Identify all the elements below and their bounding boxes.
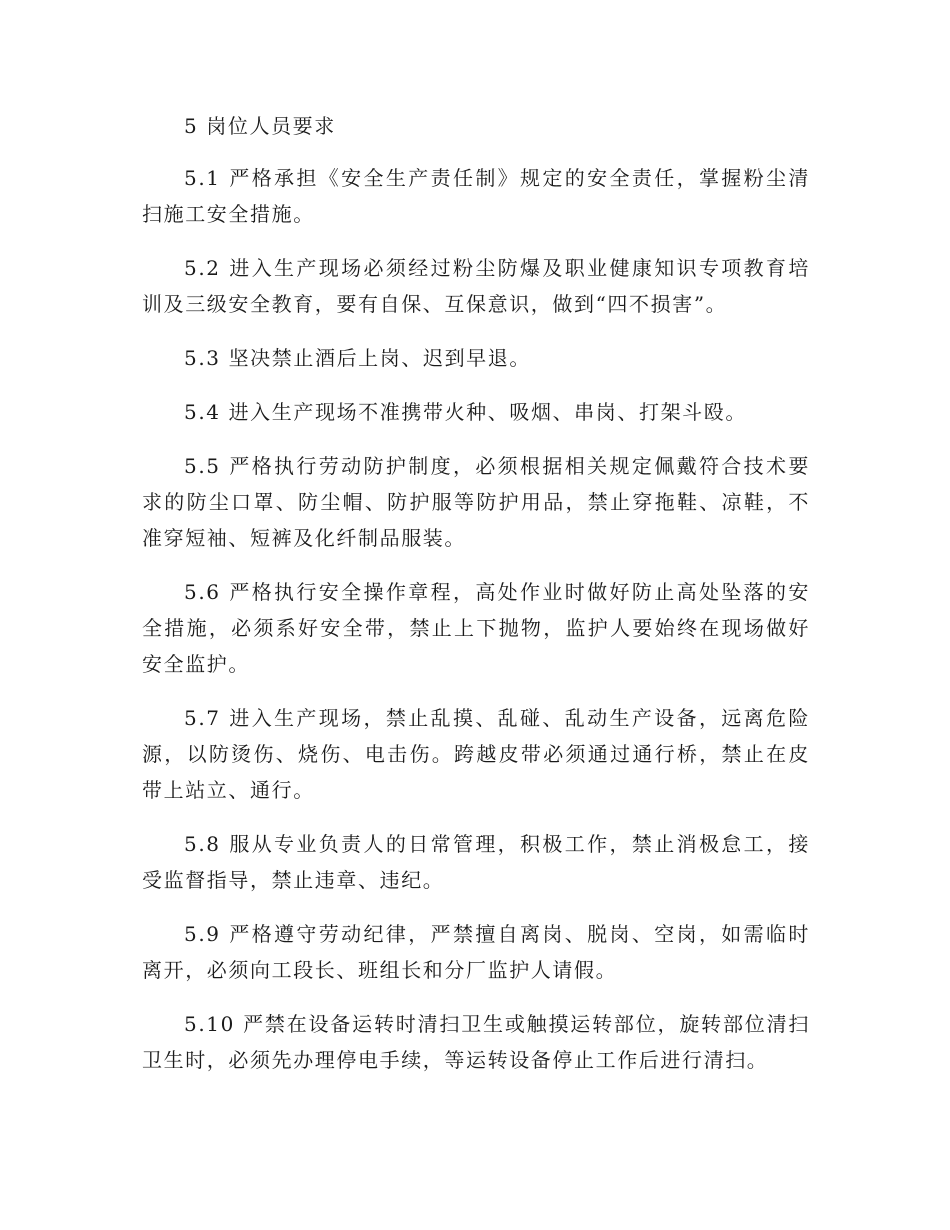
section-heading: 5 岗位人员要求 [184, 114, 336, 138]
paragraph-5-8: 5.8 服从专业负责人的日常管理，积极工作，禁止消极怠工，接受监督指导，禁止违章、违纪。 [142, 832, 810, 892]
paragraph-5-1: 5.1 严格承担《安全生产责任制》规定的安全责任，掌握粉尘清扫施工安全措施。 [142, 166, 810, 226]
paragraph-5-10: 5.10 严禁在设备运转时清扫卫生或触摸运转部位，旋转部位清扫卫生时，必须先办理停电手续，等运转设备停止工作后进行清扫。 [142, 1012, 810, 1072]
paragraph-5-9: 5.9 严格遵守劳动纪律，严禁擅自离岗、脱岗、空岗，如需临时离开，必须向工段长、班组长和分厂监护人请假。 [142, 922, 810, 982]
paragraph-5-6: 5.6 严格执行安全操作章程，高处作业时做好防止高处坠落的安全措施，必须系好安全带，禁止上下抛物，监护人要始终在现场做好安全监护。 [142, 580, 810, 676]
document-body [142, 108, 810, 1096]
paragraph-5-2: 5.2 进入生产现场必须经过粉尘防爆及职业健康知识专项教育培训及三级安全教育，要有自保、互保意识，做到“四不损害”。 [142, 256, 810, 316]
paragraph-5-4: 5.4 进入生产现场不准携带火种、吸烟、串岗、打架斗殴。 [184, 400, 747, 424]
paragraph-5-7: 5.7 进入生产现场，禁止乱摸、乱碰、乱动生产设备，远离危险源，以防烫伤、烧伤、电击伤。跨越皮带必须通过通行桥，禁止在皮带上站立、通行。 [142, 706, 810, 802]
paragraph-5-5: 5.5 严格执行劳动防护制度，必须根据相关规定佩戴符合技术要求的防尘口罩、防尘帽、防护服等防护用品，禁止穿拖鞋、凉鞋，不准穿短袖、短裤及化纤制品服装。 [142, 454, 810, 550]
paragraph-5-3: 5.3 坚决禁止酒后上岗、迟到早退。 [184, 346, 531, 370]
